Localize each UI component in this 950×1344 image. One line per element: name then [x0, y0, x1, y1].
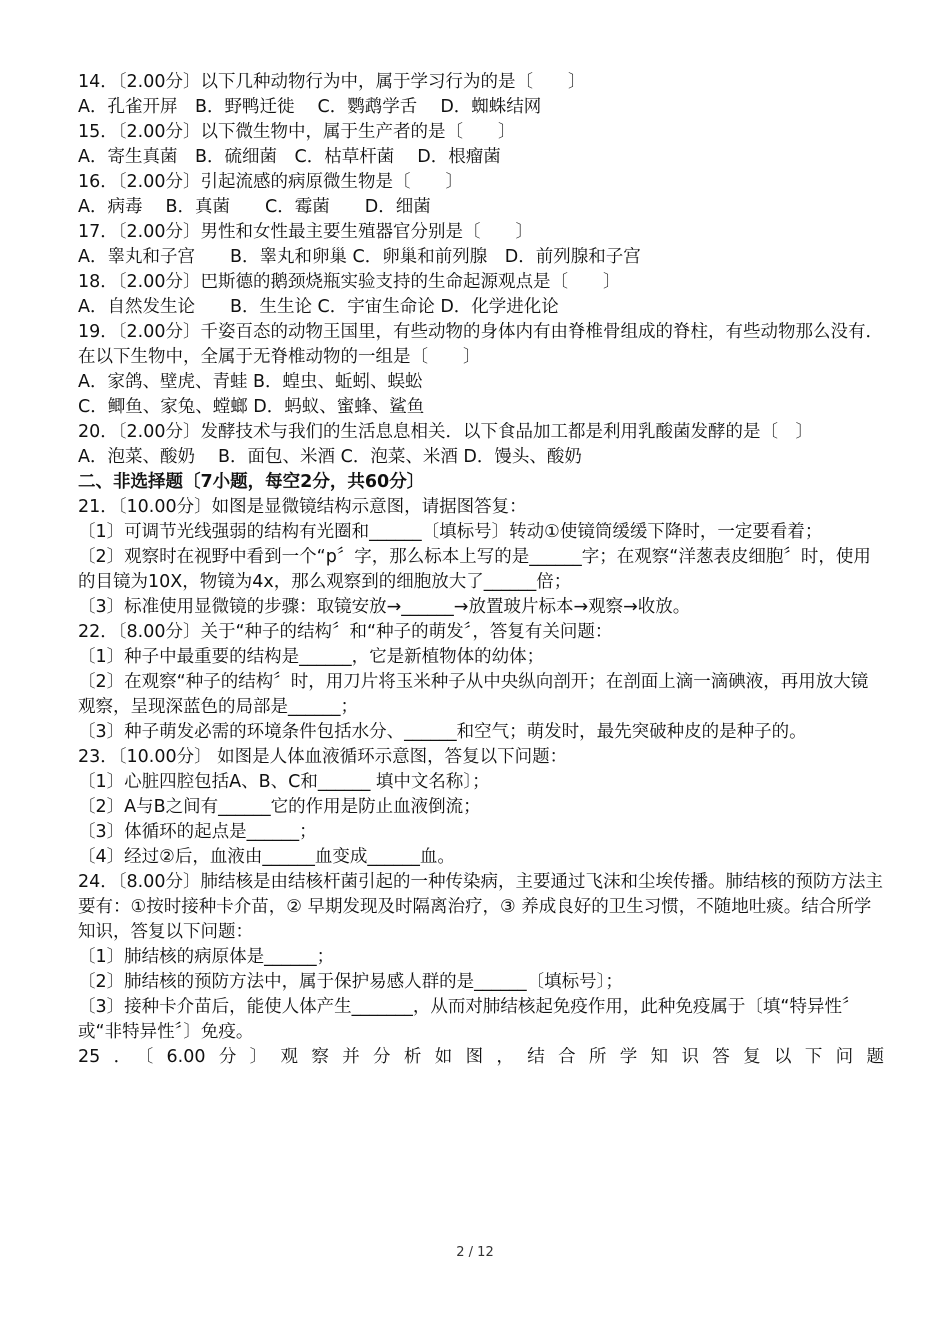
question-20: 20．〔2.00分〕发酵技术与我们的生活息息相关．以下食品加工都是利用乳酸菌发酵的是〔 〕: [78, 422, 813, 442]
question-23-part-4: 〔4〕经过②后，血液由______血变成______血。: [78, 847, 455, 867]
question-16: 16．〔2.00分〕引起流感的病原微生物是〔 〕: [78, 172, 463, 192]
page-number: 2 / 12: [456, 1245, 494, 1260]
question-22-part-3: 〔3〕种子萌发必需的环境条件包括水分、______和空气；萌发时，最先突破种皮的是种子的。: [78, 722, 807, 742]
question-23-part-2: 〔2〕A与B之间有______它的作用是防止血液倒流；: [78, 797, 481, 817]
question-16-options: A．病毒 B．真菌 C．霉菌 D．细菌: [78, 197, 431, 217]
question-25: 25．〔6.00分〕观察并分析如图，结合所学知识答复以下问题: [78, 1047, 884, 1067]
question-19-options-ab: A．家鸽、壁虎、青蛙 B．蝗虫、蚯蚓、蜈蚣: [78, 372, 423, 392]
question-23-part-1: 〔1〕心脏四腔包括A、B、C和______ 填中文名称〕；: [78, 772, 490, 792]
question-17: 17．〔2.00分〕男性和女性最主要生殖器官分别是〔 〕: [78, 222, 533, 242]
question-22-part-2: 〔2〕在观察“种子的结构〞时，用刀片将玉米种子从中央纵向剖开；在剖面上滴一滴碘液，再用放大镜观察，呈现深蓝色的局部是______；: [78, 672, 869, 717]
question-14-options: A．孔雀开屏 B．野鸭迁徙 C．鹦鹉学舌 D．蜘蛛结网: [78, 97, 542, 117]
question-19-options-cd: C．鲫鱼、家兔、螳螂 D．蚂蚁、蜜蜂、鲨鱼: [78, 397, 425, 417]
question-19: 19．〔2.00分〕千姿百态的动物王国里，有些动物的身体内有由脊椎骨组成的脊柱，有些动物那么没有．在以下生物中，全属于无脊椎动物的一组是〔 〕: [78, 322, 883, 367]
question-22: 22．〔8.00分〕关于“种子的结构〞和“种子的萌发〞，答复有关问题：: [78, 622, 613, 642]
question-17-options: A．睾丸和子宫 B．睾丸和卵巢 C．卵巢和前列腺 D．前列腺和子宫: [78, 247, 641, 267]
question-24-part-1: 〔1〕肺结核的病原体是______；: [78, 947, 335, 967]
document-page: [78, 70, 884, 1070]
question-24-part-2: 〔2〕肺结核的预防方法中，属于保护易感人群的是______〔填标号〕；: [78, 972, 623, 992]
question-14: 14．〔2.00分〕以下几种动物行为中，属于学习行为的是〔 〕: [78, 72, 586, 92]
question-18-options: A．自然发生论 B．生生论 C．宇宙生命论 D．化学进化论: [78, 297, 559, 317]
question-21-part-3: 〔3〕标准使用显微镜的步骤：取镜安放→______→放置玻片标本→观察→收放。: [78, 597, 691, 617]
question-21-part-2: 〔2〕观察时在视野中看到一个“p〞字，那么标本上写的是______字；在观察“洋葱表皮细胞〞时，使用的目镜为10X，物镜为4x，那么观察到的细胞放大了______倍；: [78, 547, 871, 592]
question-22-part-1: 〔1〕种子中最重要的结构是______，它是新植物体的幼体；: [78, 647, 545, 667]
question-23: 23．〔10.00分〕 如图是人体血液循环示意图，答复以下问题：: [78, 747, 568, 767]
question-24-part-3: 〔3〕接种卡介苗后，能使人体产生_______，从而对肺结核起免疫作用，此种免疫属于〔填“特异性〞或“非特异性〞〕免疫。: [78, 997, 860, 1042]
question-15: 15．〔2.00分〕以下微生物中，属于生产者的是〔 〕: [78, 122, 516, 142]
question-21-part-1: 〔1〕可调节光线强弱的结构有光圈和______〔填标号〕转动①使镜筒缓缓下降时，一定要看着；: [78, 522, 823, 542]
question-24: 24．〔8.00分〕肺结核是由结核杆菌引起的一种传染病，主要通过飞沫和尘埃传播。肺结核的预防方法主要有：①按时接种卡介苗，② 早期发现及时隔离治疗，③ 养成良好的卫生习惯，不随地吐痰。结合所学知识，答复以下问题：: [78, 872, 883, 942]
question-20-options: A．泡菜、酸奶 B．面包、米酒 C．泡菜、米酒 D．馒头、酸奶: [78, 447, 582, 467]
question-18: 18．〔2.00分〕巴斯德的鹅颈烧瓶实验支持的生命起源观点是〔 〕: [78, 272, 621, 292]
question-15-options: A．寄生真菌 B．硫细菌 C．枯草杆菌 D．根瘤菌: [78, 147, 501, 167]
question-21: 21．〔10.00分〕如图是显微镜结构示意图，请据图答复：: [78, 497, 527, 517]
section-heading-non-choice: 二、非选择题〔7小题，每空2分，共60分〕: [78, 472, 425, 492]
question-23-part-3: 〔3〕体循环的起点是______；: [78, 822, 317, 842]
